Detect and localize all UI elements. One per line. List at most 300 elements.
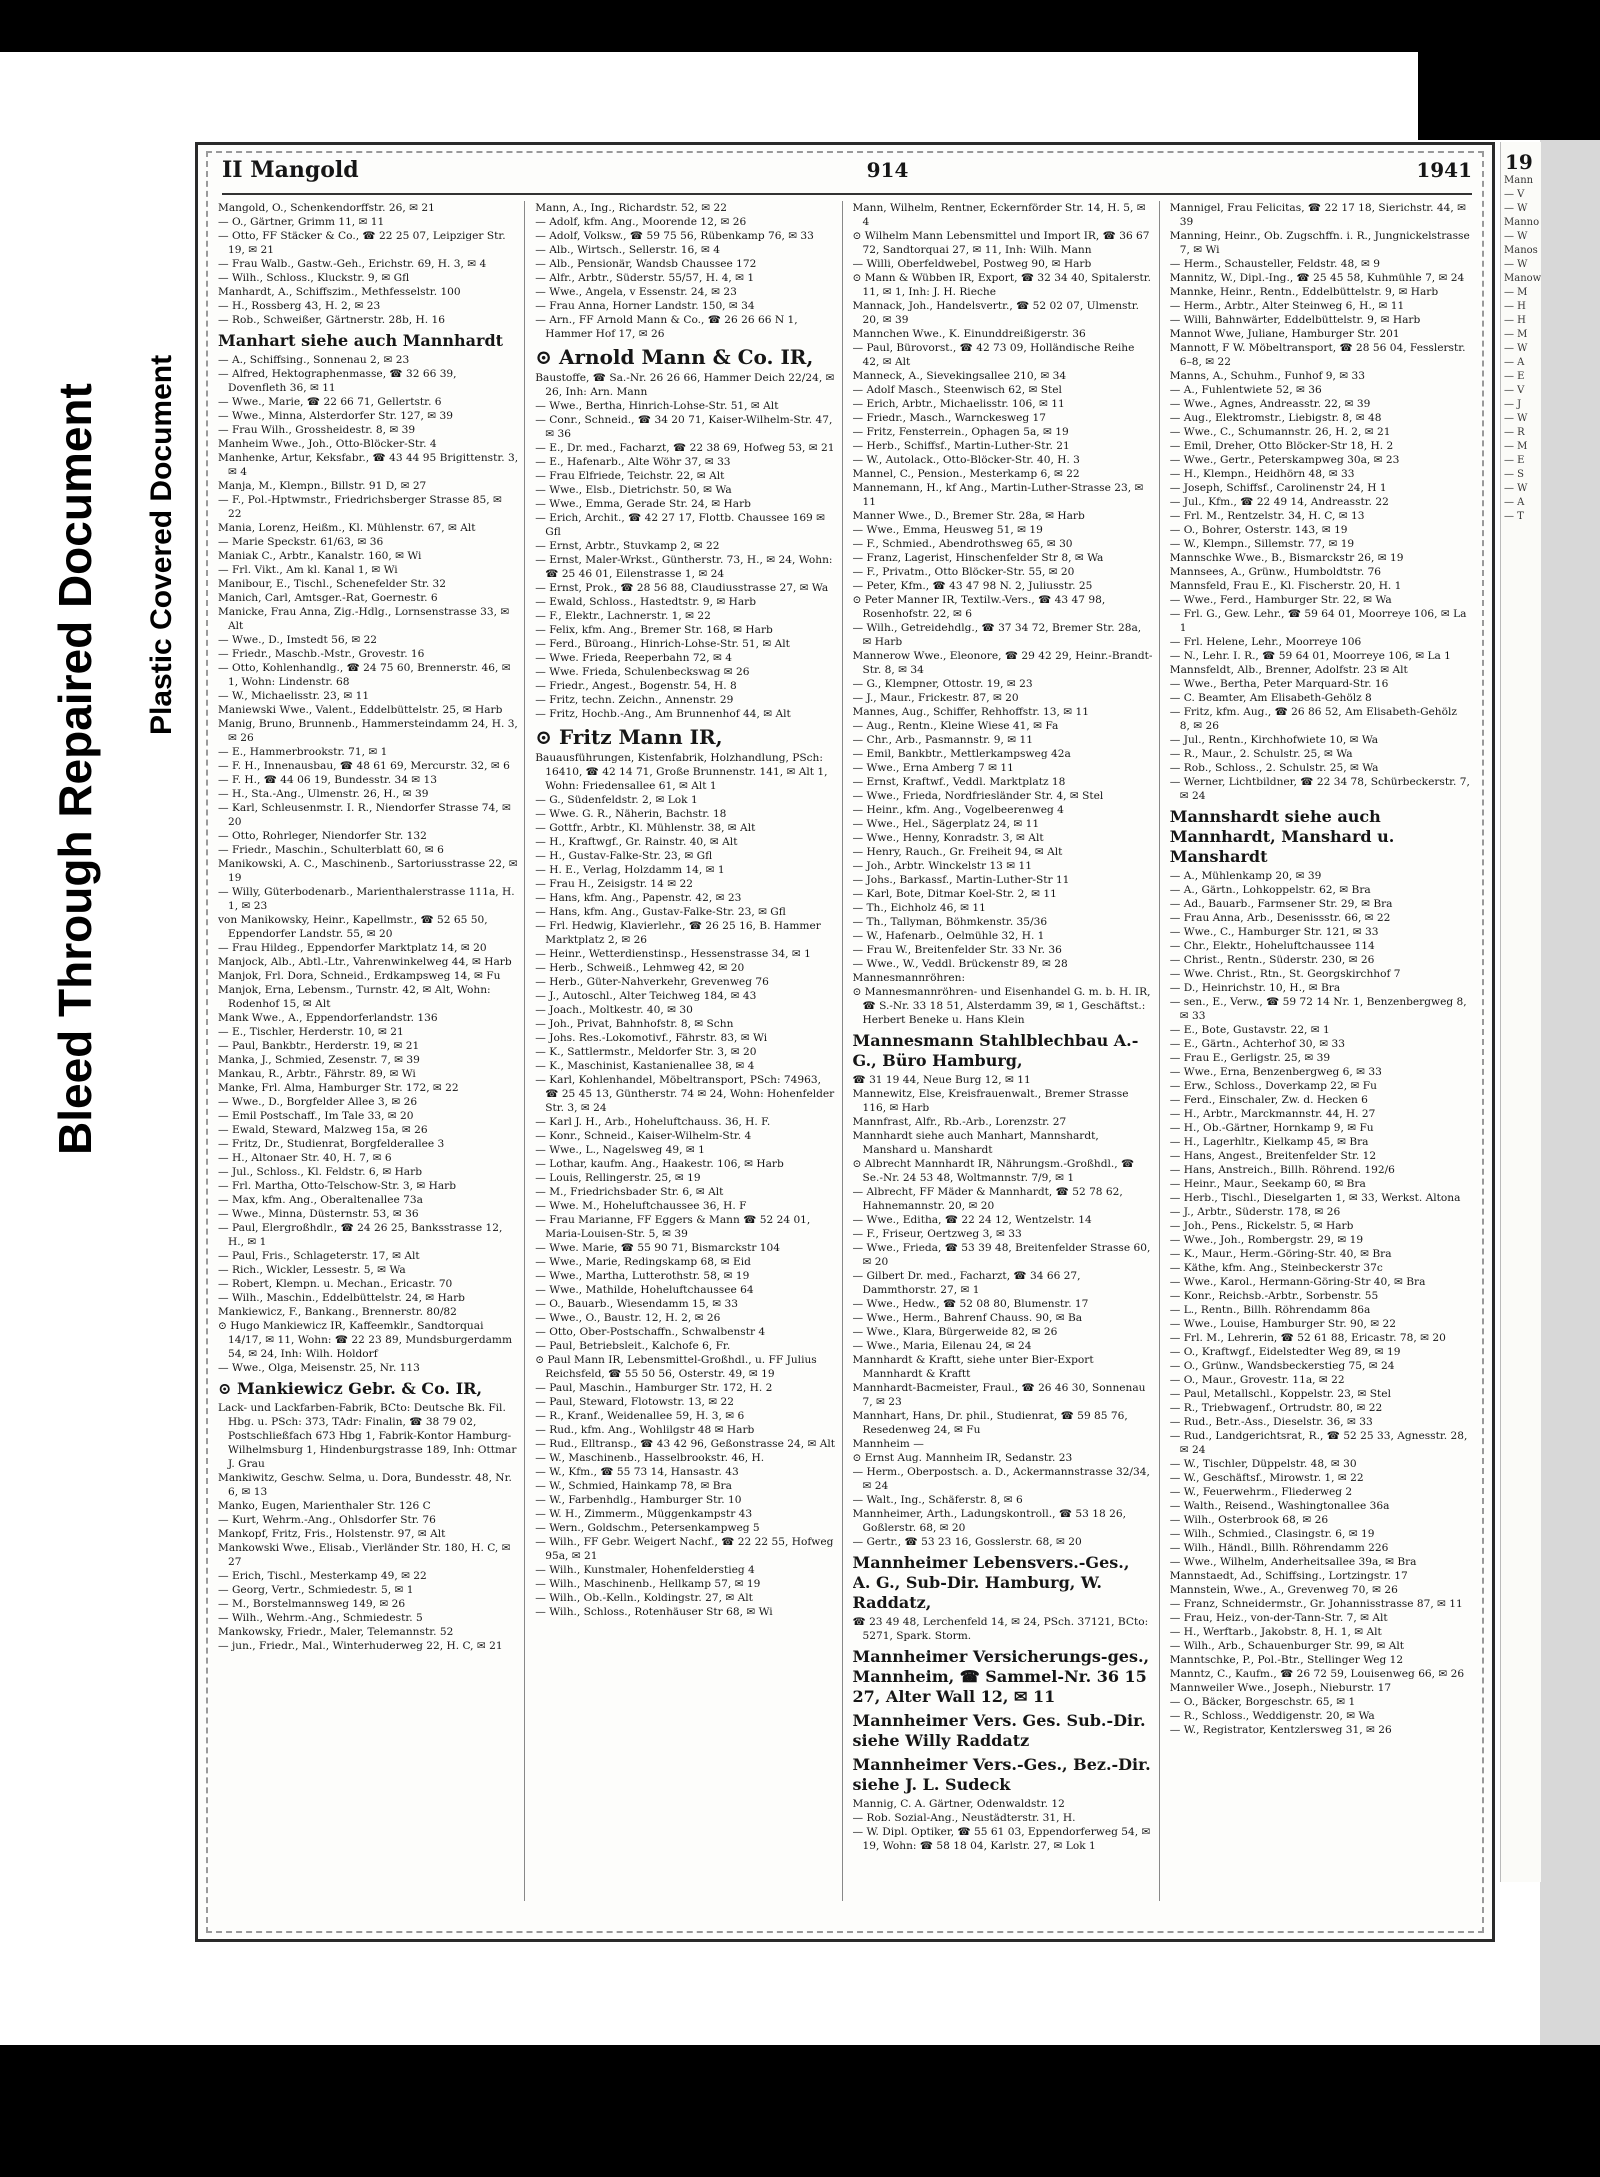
directory-entry: — Wilh., Schmied., Clasingstr. 6, ✉ 19 (1169, 1528, 1375, 1540)
directory-entry: — H. E., Verlag, Holzdamm 14, ✉ 1 (535, 864, 725, 876)
directory-entry: — H., Sta.-Ang., Ulmenstr. 26, H., ✉ 39 (218, 788, 429, 800)
directory-entry: — M., Friedrichsbader Str. 6, ✉ Alt (535, 1186, 724, 1198)
firm-entry: Mannesmann Stahlblechbau A.-G., Büro Hamburg, (852, 1031, 1139, 1070)
directory-entry: — O., Bohrer, Osterstr. 143, ✉ 19 (1169, 524, 1348, 536)
directory-entry: — Ferd., Büroang., Hinrich-Lohse-Str. 51, ✉ Alt (535, 638, 790, 650)
directory-entry: ☎ 31 19 44, Neue Burg 12, ✉ 11 (852, 1074, 1031, 1086)
directory-entry: — Rud., Landgerichtsrat, R., ☎ 52 25 33, Agnesstr. 28, ✉ 24 (1169, 1430, 1468, 1456)
directory-entry: — Wwe., C., Schumannstr. 26, H. 2, ✉ 21 (1169, 426, 1391, 438)
directory-entry: — Wilh., Kunstmaler, Hohenfelderstieg 4 (535, 1564, 755, 1576)
directory-entry: Mankau, R., Arbtr., Fährstr. 89, ✉ Wi (218, 1068, 416, 1080)
directory-entry: ⊙ Paul Mann IR, Lebensmittel-Großhdl., u. FF Julius Reichsfeld, ☎ 55 50 56, Osterstr. 49, ✉ 19 (535, 1354, 817, 1380)
directory-entry: — Frau Walb., Gastw.-Geh., Erichstr. 69, H. 3, ✉ 4 (218, 258, 487, 270)
directory-entry: — F., Friseur, Oertzweg 3, ✉ 33 (852, 1228, 1022, 1240)
directory-entry: — Alfr., Arbtr., Süderstr. 55/57, H. 4, ✉ 1 (535, 272, 755, 284)
directory-entry: — Paul, Elergroßhdlr., ☎ 24 26 25, Banksstrasse 12, H., ✉ 1 (218, 1222, 503, 1248)
directory-entry: — Rob. Sozial-Ang., Neustädterstr. 31, H. (852, 1812, 1076, 1824)
directory-entry: Manka, J., Schmied, Zesenstr. 7, ✉ 39 (218, 1054, 420, 1066)
directory-entry: — Konr., Reichsb.-Arbtr., Sorbenstr. 55 (1169, 1290, 1379, 1302)
directory-entry: — W., Michaelisstr. 23, ✉ 11 (218, 690, 370, 702)
directory-entry: Mannsfeld, Frau E., Kl. Fischerstr. 20, H. 1 (1169, 580, 1402, 592)
directory-entry: — W., Tischler, Düppelstr. 48, ✉ 30 (1169, 1458, 1357, 1470)
directory-entry: — F. H., ☎ 44 06 19, Bundesstr. 34 ✉ 13 (218, 774, 438, 786)
directory-entry: — O., Bauarb., Wiesendamm 15, ✉ 33 (535, 1298, 738, 1310)
directory-entry: Manning, Heinr., Ob. Zugschffn. i. R., Jungnickelstrasse 7, ✉ Wi (1169, 230, 1470, 256)
directory-entry: — Fritz, Dr., Studienrat, Borgfelderallee 3 (218, 1138, 445, 1150)
directory-entry: Baustoffe, ☎ Sa.-Nr. 26 26 66, Hammer Deich 22/24, ✉ 26, Inh: Arn. Mann (535, 372, 835, 398)
directory-entry: — Wwe. G. R., Näherin, Bachstr. 18 (535, 808, 727, 820)
directory-entry: Manig, Bruno, Brunnenb., Hammersteindamm 24, H. 3, ✉ 26 (218, 718, 518, 744)
directory-entry: — Paul, Bürovorst., ☎ 42 73 09, Holländische Reihe 42, ✉ Alt (852, 342, 1135, 368)
directory-entry: Mannes, Aug., Schiffer, Rehhoffstr. 13, ✉ 11 (852, 706, 1090, 718)
directory-entry: — Emil Postschaff., Im Tale 33, ✉ 20 (218, 1110, 414, 1122)
directory-entry: Manko, Eugen, Marienthaler Str. 126 C (218, 1500, 431, 1512)
directory-entry: — Rud., Betr.-Ass., Dieselstr. 36, ✉ 33 (1169, 1416, 1373, 1428)
directory-entry: — Hans, Angest., Breitenfelder Str. 12 (1169, 1150, 1377, 1162)
directory-entry: — Karl J. H., Arb., Hoheluftchauss. 36, H. F. (535, 1116, 771, 1128)
directory-entry: — Gertr., ☎ 53 23 16, Gosslerstr. 68, ✉ 20 (852, 1536, 1082, 1548)
directory-entry: — Walt., Ing., Schäferstr. 8, ✉ 6 (852, 1494, 1023, 1506)
directory-entry: — Wilh., Händl., Billh. Röhrendamm 226 (1169, 1542, 1389, 1554)
directory-entry: — Ewald, Schloss., Hastedtstr. 9, ✉ Harb (535, 596, 756, 608)
directory-entry: — Alb., Wirtsch., Sellerstr. 16, ✉ 4 (535, 244, 721, 256)
column-1 (218, 201, 525, 1901)
directory-entry: — M., Borstelmannsweg 149, ✉ 26 (218, 1598, 406, 1610)
directory-entry: — Erich, Tischl., Mesterkamp 49, ✉ 22 (218, 1570, 427, 1582)
directory-entry: Manhenke, Artur, Keksfabr., ☎ 43 44 95 Brigittenstr. 3, ✉ 4 (218, 452, 519, 478)
directory-entry: — Wwe., Emma, Heusweg 51, ✉ 19 (852, 524, 1043, 536)
directory-entry: — jun., Friedr., Mal., Winterhuderweg 22, H. C, ✉ 21 (218, 1640, 503, 1652)
directory-entry: — F. H., Innenausbau, ☎ 48 61 69, Mercurstr. 32, ✉ 6 (218, 760, 510, 772)
directory-entry: — G., Südenfeldstr. 2, ✉ Lok 1 (535, 794, 698, 806)
directory-entry: — W., Hafenarb., Oelmühle 32, H. 1 (852, 930, 1045, 942)
directory-entry: — Otto, Rohrleger, Niendorfer Str. 132 (218, 830, 427, 842)
directory-entry: Mannschke Wwe., B., Bismarckstr 26, ✉ 19 (1169, 552, 1404, 564)
directory-entry: — Werner, Lichtbildner, ☎ 22 34 78, Schürbeckerstr. 7, ✉ 24 (1169, 776, 1470, 802)
edge-line: — W (1504, 343, 1528, 354)
directory-entry: — Friedr., Maschb.-Mstr., Grovestr. 16 (218, 648, 425, 660)
edge-line: Manno (1504, 217, 1540, 228)
directory-entry: — Johs. Res.-Lokomotivf., Fährstr. 83, ✉ Wi (535, 1032, 768, 1044)
directory-entry: — Willi, Oberfeldwebel, Postweg 90, ✉ Harb (852, 258, 1092, 270)
column-3 (853, 201, 1160, 1901)
directory-entry: Mannhart, Hans, Dr. phil., Studienrat, ☎ 59 85 76, Resedenweg 24, ✉ Fu (852, 1410, 1128, 1436)
page-header (222, 157, 1472, 195)
edge-line: — W (1504, 413, 1528, 424)
directory-entry: — Wwe., Gertr., Peterskampweg 30a, ✉ 23 (1169, 454, 1400, 466)
directory-entry: — Conr., Schneid., ☎ 34 20 71, Kaiser-Wilhelm-Str. 47, ✉ 36 (535, 414, 833, 440)
directory-entry: — Friedr., Masch., Warnckesweg 17 (852, 412, 1046, 424)
directory-entry: — F., Privatm., Otto Blöcker-Str. 55, ✉ 20 (852, 566, 1075, 578)
directory-entry: Mankowsky, Friedr., Maler, Telemannstr. 52 (218, 1626, 454, 1638)
directory-entry: Mania, Lorenz, Heißm., Kl. Mühlenstr. 67, ✉ Alt (218, 522, 476, 534)
directory-entry: — Joh., Arbtr. Winckelstr 13 ✉ 11 (852, 860, 1033, 872)
edge-line: — W (1504, 231, 1528, 242)
directory-entry: — Erich, Archit., ☎ 42 27 17, Flottb. Chaussee 169 ✉ Gfl (535, 512, 826, 538)
directory-entry: — W., Geschäftsf., Mirowstr. 1, ✉ 22 (1169, 1472, 1364, 1484)
directory-entry: — Friedr., Angest., Bogenstr. 54, H. 8 (535, 680, 737, 692)
directory-entry: — Joach., Moltkestr. 40, ✉ 30 (535, 1004, 693, 1016)
directory-entry: — Karl, Kohlenhandel, Möbeltransport, PSch: 74963, ☎ 25 45 13, Güntherstr. 74 ✉ 24, Wohn: Hohenfelder Str. 3, ✉ 24 (535, 1074, 835, 1114)
directory-entry: — Erw., Schloss., Doverkamp 22, ✉ Fu (1169, 1080, 1377, 1092)
directory-entry: — Wwe., Herm., Bahrenf Chauss. 90, ✉ Ba (852, 1312, 1083, 1324)
edge-line: — W (1504, 483, 1528, 494)
directory-entry: Mannerow Wwe., Eleonore, ☎ 29 42 29, Heinr.-Brandt-Str. 8, ✉ 34 (852, 650, 1153, 676)
directory-entry: — Frau Marianne, FF Eggers & Mann ☎ 52 24 01, Maria-Louisen-Str. 5, ✉ 39 (535, 1214, 811, 1240)
directory-entry: — Otto, Kohlenhandlg., ☎ 24 75 60, Brennerstr. 46, ✉ 1, Wohn: Lindenstr. 68 (218, 662, 511, 688)
directory-entry: Mannot Wwe, Juliane, Hamburger Str. 201 (1169, 328, 1400, 340)
directory-entry: — D., Heinrichstr. 10, H., ✉ Bra (1169, 982, 1341, 994)
directory-entry: — F., Pol.-Hptwmstr., Friedrichsberger Strasse 85, ✉ 22 (218, 494, 502, 520)
edge-line: — T (1504, 511, 1524, 522)
directory-entry: — O., Maur., Grovestr. 11a, ✉ 22 (1169, 1374, 1345, 1386)
directory-entry: ⊙ Peter Manner IR, Textilw.-Vers., ☎ 43 47 98, Rosenhofstr. 22, ✉ 6 (852, 594, 1106, 620)
directory-entry: — Frl. Vikt., Am kl. Kanal 1, ✉ Wi (218, 564, 398, 576)
directory-entry: — Arn., FF Arnold Mann & Co., ☎ 26 26 66 N 1, Hammer Hof 17, ✉ 26 (535, 314, 798, 340)
directory-entry: Manjock, Alb., Abtl.-Ltr., Vahrenwinkelweg 44, ✉ Harb (218, 956, 512, 968)
directory-entry: — J., Maur., Frickestr. 87, ✉ 20 (852, 692, 1019, 704)
directory-page (195, 142, 1495, 1942)
edge-line: — V (1504, 189, 1525, 200)
edge-line: — J (1504, 399, 1522, 410)
directory-entry: — Frau Anna, Arb., Desenissstr. 66, ✉ 22 (1169, 912, 1391, 924)
directory-entry: — K., Maur., Herm.-Göring-Str. 40, ✉ Bra (1169, 1248, 1392, 1260)
firm-entry: Mannheimer Versicherungs-ges., Mannheim, ☎ Sammel-Nr. 36 15 27, Alter Wall 12, ✉ 11 (852, 1647, 1150, 1706)
directory-entry: — Ad., Bauarb., Farmsener Str. 29, ✉ Bra (1169, 898, 1393, 910)
directory-entry: — O., Gärtner, Grimm 11, ✉ 11 (218, 216, 385, 228)
edge-line: Manow (1504, 273, 1541, 284)
firm-entry: Manhart siehe auch Mannhardt (218, 331, 504, 350)
directory-entry: — Ernst, Kraftwf., Veddl. Marktplatz 18 (852, 776, 1066, 788)
directory-entry: — H., Kraftwgf., Gr. Rainstr. 40, ✉ Alt (535, 836, 738, 848)
directory-entry: — Jul., Schloss., Kl. Feldstr. 6, ✉ Harb (218, 1166, 422, 1178)
directory-entry: Mannstein, Wwe., A., Grevenweg 70, ✉ 26 (1169, 1584, 1398, 1596)
directory-entry: — Wwe., Angela, v Essenstr. 24, ✉ 23 (535, 286, 737, 298)
directory-entry: — Henry, Rauch., Gr. Freiheit 94, ✉ Alt (852, 846, 1063, 858)
directory-entry: — J., Arbtr., Süderstr. 178, ✉ 26 (1169, 1206, 1341, 1218)
directory-entry: — W. H., Zimmerm., Müggenkampstr 43 (535, 1508, 753, 1520)
directory-entry: — H., Gustav-Falke-Str. 23, ✉ Gfl (535, 850, 713, 862)
directory-entry: — Adolf, Volksw., ☎ 59 75 56, Rübenkamp 76, ✉ 33 (535, 230, 814, 242)
directory-entry: — Franz, Schneidermstr., Gr. Johannisstrasse 87, ✉ 11 (1169, 1598, 1463, 1610)
directory-entry: — Herb., Güter-Nahverkehr, Grevenweg 76 (535, 976, 769, 988)
directory-entry: — W. Dipl. Optiker, ☎ 55 61 03, Eppendorferweg 54, ✉ 19, Wohn: ☎ 58 18 04, Karlstr. 27, ✉ Lok 1 (852, 1826, 1151, 1852)
directory-entry: — H., Klempn., Heidhörn 48, ✉ 33 (1169, 468, 1355, 480)
directory-entry: — F., Schmied., Abendrothsweg 65, ✉ 30 (852, 538, 1073, 550)
directory-entry: Maniewski Wwe., Valent., Eddelbüttelstr. 25, ✉ Harb (218, 704, 503, 716)
directory-entry: — Wwe., D., Imstedt 56, ✉ 22 (218, 634, 378, 646)
directory-entry: — Wilh., Ob.-Kelln., Koldingstr. 27, ✉ Alt (535, 1592, 753, 1604)
directory-entry: — Emil, Bankbtr., Mettlerkampsweg 42a (852, 748, 1071, 760)
directory-entry: — Frl. Hedwig, Klavierlehr., ☎ 26 25 16, B. Hammer Marktplatz 2, ✉ 26 (535, 920, 821, 946)
directory-entry: — Konr., Schneid., Kaiser-Wilhelm-Str. 4 (535, 1130, 752, 1142)
directory-entry: — A., Gärtn., Lohkoppelstr. 62, ✉ Bra (1169, 884, 1371, 896)
directory-entry: — Aug., Rentn., Kleine Wiese 41, ✉ Fa (852, 720, 1059, 732)
directory-entry: von Manikowsky, Heinr., Kapellmstr., ☎ 52 65 50, Eppendorfer Landstr. 55, ✉ 20 (218, 914, 488, 940)
directory-entry: — Frau Wilh., Grossheidestr. 8, ✉ 39 (218, 424, 416, 436)
directory-entry: — E., Dr. med., Facharzt, ☎ 22 38 69, Hofweg 53, ✉ 21 (535, 442, 835, 454)
directory-entry: Mannsfeldt, Alb., Brenner, Adolfstr. 23 ✉ Alt (1169, 664, 1408, 676)
directory-entry: — O., Kraftwgf., Eidelstedter Weg 89, ✉ 19 (1169, 1346, 1401, 1358)
directory-entry: — Wwe. Frieda, Reeperbahn 72, ✉ 4 (535, 652, 733, 664)
directory-entry: — Wwe., Joh., Rombergstr. 29, ✉ 19 (1169, 1234, 1364, 1246)
directory-entry: Mankopf, Fritz, Fris., Holstenstr. 97, ✉ Alt (218, 1528, 446, 1540)
directory-entry: — W., Klempn., Sillemstr. 77, ✉ 19 (1169, 538, 1355, 550)
directory-entry: — W., Schmied, Hainkamp 78, ✉ Bra (535, 1480, 732, 1492)
directory-entry: — Gilbert Dr. med., Facharzt, ☎ 34 66 27, Dammthorstr. 27, ✉ 1 (852, 1270, 1081, 1296)
directory-entry: — Ewald, Steward, Malzweg 15a, ✉ 26 (218, 1124, 428, 1136)
directory-entry: Manjok, Frl. Dora, Schneid., Erdkampsweg 14, ✉ Fu (218, 970, 501, 982)
directory-entry: — Wilh., Schloss., Kluckstr. 9, ✉ Gfl (218, 272, 410, 284)
directory-entry: — W., Farbenhdlg., Hamburger Str. 10 (535, 1494, 742, 1506)
directory-entry: — Frl. Martha, Otto-Telschow-Str. 3, ✉ Harb (218, 1180, 457, 1192)
edge-line: — H (1504, 301, 1526, 312)
directory-entry: — Paul, Maschin., Hamburger Str. 172, H. 2 (535, 1382, 773, 1394)
directory-entry: — Willi, Bahnwärter, Eddelbüttelstr. 9, ✉ Harb (1169, 314, 1421, 326)
scan-border-top (0, 0, 1600, 52)
directory-entry: ⊙ Hugo Mankiewicz IR, Kaffeemklr., Sandtorquai 14/17, ✉ 11, Wohn: ☎ 22 23 89, Mundsburgerdamm 54, ✉ 24, Inh: Wilh. Holdorf (218, 1320, 513, 1360)
directory-entry: — Frau Anna, Horner Landstr. 150, ✉ 34 (535, 300, 755, 312)
directory-entry: — Paul, Fris., Schlageterstr. 17, ✉ Alt (218, 1250, 420, 1262)
directory-entry: — Alfred, Hektographenmasse, ☎ 32 66 39, Dovenfleth 36, ✉ 11 (218, 368, 457, 394)
directory-entry: Manns, A., Schuhm., Funhof 9, ✉ 33 (1169, 370, 1365, 382)
directory-entry: — Wwe., Frieda, ☎ 53 39 48, Breitenfelder Strasse 60, ✉ 20 (852, 1242, 1151, 1268)
directory-entry: — Paul, Betriebsleit., Kalchofe 6, Fr. (535, 1340, 731, 1352)
directory-entry: — Herb., Tischl., Dieselgarten 1, ✉ 33, Werkst. Altona (1169, 1192, 1461, 1204)
edge-line: — M (1504, 287, 1528, 298)
directory-entry: — Frau Elfriede, Teichstr. 22, ✉ Alt (535, 470, 725, 482)
directory-entry: — H., Lagerhltr., Kielkamp 45, ✉ Bra (1169, 1136, 1369, 1148)
directory-entry: — Joh., Privat, Bahnhofstr. 8, ✉ Schn (535, 1018, 734, 1030)
directory-entry: — Aug., Elektromstr., Liebigstr. 8, ✉ 48 (1169, 412, 1382, 424)
directory-entry: — Wwe., Ferd., Hamburger Str. 22, ✉ Wa (1169, 594, 1392, 606)
directory-entry: — W., Autolack., Otto-Blöcker-Str. 40, H. 3 (852, 454, 1080, 466)
directory-entry: Manicke, Frau Anna, Zig.-Hdlg., Lornsenstrasse 33, ✉ Alt (218, 606, 510, 632)
directory-entry: — Robert, Klempn. u. Mechan., Ericastr. 70 (218, 1278, 453, 1290)
directory-entry: Mannesmannröhren: (852, 972, 966, 984)
directory-entry: — Rich., Wickler, Lessestr. 5, ✉ Wa (218, 1264, 406, 1276)
directory-entry: Mannemann, H., kf Ang., Martin-Luther-Strasse 23, ✉ 11 (852, 482, 1144, 508)
edge-line: — V (1504, 385, 1525, 396)
directory-entry: — Paul, Bankbtr., Herderstr. 19, ✉ 21 (218, 1040, 420, 1052)
directory-entry: Mannhardt-Bacmeister, Fraul., ☎ 26 46 30, Sonnenau 7, ✉ 23 (852, 1382, 1146, 1408)
directory-entry: ⊙ Albrecht Mannhardt IR, Nährungsm.-Großhdl., ☎ Se.-Nr. 24 53 48, Woltmannstr. 7/9, ✉ 1 (852, 1158, 1135, 1184)
directory-entry: — Jul., Rentn., Kirchhofwiete 10, ✉ Wa (1169, 734, 1379, 746)
directory-entry: — R., Schloss., Weddigenstr. 20, ✉ Wa (1169, 1710, 1375, 1722)
directory-entry: — Wern., Goldschm., Petersenkampweg 5 (535, 1522, 760, 1534)
directory-entry: Mangold, O., Schenkendorffstr. 26, ✉ 21 (218, 202, 435, 214)
directory-entry: — A., Fuhlentwiete 52, ✉ 36 (1169, 384, 1322, 396)
directory-entry: — Th., Eichholz 46, ✉ 11 (852, 902, 986, 914)
directory-entry: — Wwe. Christ., Rtn., St. Georgskirchhof 7 (1169, 968, 1401, 980)
directory-entry: — E., Gärtn., Achterhof 30, ✉ 33 (1169, 1038, 1345, 1050)
directory-entry: — Karl, Schleusenmstr. I. R., Niendorfer Strasse 74, ✉ 20 (218, 802, 511, 828)
directory-entry: — H., Arbtr., Marckmannstr. 44, H. 27 (1169, 1108, 1376, 1120)
directory-entry: — Fritz, Fensterrein., Ophagen 5a, ✉ 19 (852, 426, 1069, 438)
directory-entry: — Herb., Schiffsf., Martin-Luther-Str. 21 (852, 440, 1070, 452)
directory-entry: — E., Hafenarb., Alte Wöhr 37, ✉ 33 (535, 456, 731, 468)
directory-entry: Manner Wwe., D., Bremer Str. 28a, ✉ Harb (852, 510, 1085, 522)
edge-line: — S (1504, 469, 1525, 480)
directory-entry: — F., Elektr., Lachnerstr. 1, ✉ 22 (535, 610, 711, 622)
directory-entry: — J., Autoschl., Alter Teichweg 184, ✉ 43 (535, 990, 757, 1002)
directory-entry: — Fritz, kfm. Aug., ☎ 26 86 52, Am Elisabeth-Gehölz 8, ✉ 26 (1169, 706, 1457, 732)
directory-entry: — R., Kranf., Weidenallee 59, H. 3, ✉ 6 (535, 1410, 745, 1422)
directory-entry: Mannott, F W. Möbeltransport, ☎ 28 56 04, Fesslerstr. 6–8, ✉ 22 (1169, 342, 1466, 368)
directory-entry: Mannig, C. A. Gärtner, Odenwaldstr. 12 (852, 1798, 1065, 1810)
directory-entry: — Wilh., Getreidehdlg., ☎ 37 34 72, Bremer Str. 28a, ✉ Harb (852, 622, 1142, 648)
directory-entry: — Wwe., Olga, Meisenstr. 25, Nr. 113 (218, 1362, 420, 1374)
directory-entry: — O., Grünw., Wandsbeckerstieg 75, ✉ 24 (1169, 1360, 1395, 1372)
directory-entry: — Paul, Steward, Flotowstr. 13, ✉ 22 (535, 1396, 734, 1408)
directory-entry: — Christ., Rentn., Süderstr. 230, ✉ 26 (1169, 954, 1375, 966)
directory-entry: — Rud., Elltransp., ☎ 43 42 96, Geßonstrasse 24, ✉ Alt (535, 1438, 836, 1450)
directory-entry: Mannstaedt, Ad., Schiffsing., Lortzingstr. 17 (1169, 1570, 1408, 1582)
directory-entry: — Wwe., Martha, Lutterothstr. 58, ✉ 19 (535, 1270, 750, 1282)
directory-entry: — Wilh., Maschin., Eddelbüttelstr. 24, ✉ Harb (218, 1292, 465, 1304)
directory-entry: Mank Wwe., A., Eppendorferlandstr. 136 (218, 1012, 438, 1024)
directory-entry: — K., Maschinist, Kastanienallee 38, ✉ 4 (535, 1060, 755, 1072)
directory-entry: — Rob., Schweißer, Gärtnerstr. 28b, H. 16 (218, 314, 445, 326)
directory-entry: Manke, Frl. Alma, Hamburger Str. 172, ✉ 22 (218, 1082, 459, 1094)
directory-entry: — K., Sattlermstr., Meldorfer Str. 3, ✉ 20 (535, 1046, 757, 1058)
directory-entry: — Wwe., C., Hamburger Str. 121, ✉ 33 (1169, 926, 1379, 938)
edge-line: — R (1504, 427, 1525, 438)
directory-entry: — Herm., Schausteller, Feldstr. 48, ✉ 9 (1169, 258, 1380, 270)
directory-entry: — Johs., Barkassf., Martin-Luther-Str 11 (852, 874, 1070, 886)
directory-entry: — Wilh., Schloss., Rotenhäuser Str 68, ✉ Wi (535, 1606, 773, 1618)
directory-entry: — Herm., Arbtr., Alter Steinweg 6, H., ✉ 11 (1169, 300, 1405, 312)
directory-entry: — L., Rentn., Billh. Röhrendamm 86a (1169, 1304, 1371, 1316)
directory-entry: Mankiwitz, Geschw. Selma, u. Dora, Bundesstr. 48, Nr. 6, ✉ 13 (218, 1472, 512, 1498)
directory-entry: — Wilh., Osterbrook 68, ✉ 26 (1169, 1514, 1329, 1526)
directory-entry: — Albrecht, FF Mäder & Mannhardt, ☎ 52 78 62, Hahnemannstr. 20, ✉ 20 (852, 1186, 1123, 1212)
directory-entry: — Heinr., kfm. Ang., Vogelbeerenweg 4 (852, 804, 1064, 816)
directory-entry: Manja, M., Klempn., Billstr. 91 D, ✉ 27 (218, 480, 427, 492)
directory-entry: — Emil, Dreher, Otto Blöcker-Str 18, H. 2 (1169, 440, 1394, 452)
directory-entry: — Ernst, Arbtr., Stuvkamp 2, ✉ 22 (535, 540, 720, 552)
directory-entry: Manhardt, A., Schiffszim., Methfesselstr. 100 (218, 286, 461, 298)
page-number: 914 (866, 158, 909, 182)
directory-entry: Lack- und Lackfarben-Fabrik, BCto: Deutsche Bk. Fil. Hbg. u. PSch: 373, TAdr: Finalin, ☎ 38 79 02, Postschließfach 673 Hbg 1, Fabrik-Kontor Hamburg-Wilhelmsburg 1, Hindenburgstrasse 189, Inh: Ottmar J. Grau (218, 1402, 517, 1470)
directory-entry: — G., Klempner, Ottostr. 19, ✉ 23 (852, 678, 1033, 690)
directory-entry: — Wwe., Marie, Redingskamp 68, ✉ Eid (535, 1256, 751, 1268)
edge-line: — W (1504, 203, 1528, 214)
edge-line: Mann (1504, 175, 1534, 186)
directory-entry: — O., Bäcker, Borgeschstr. 65, ✉ 1 (1169, 1696, 1356, 1708)
directory-entry: — Frau H., Zeisigstr. 14 ✉ 22 (535, 878, 693, 890)
directory-entry: — Wwe., Erna, Benzenbergweg 6, ✉ 33 (1169, 1066, 1382, 1078)
directory-entry: — Wwe., D., Borgfelder Allee 3, ✉ 26 (218, 1096, 418, 1108)
edge-line: — E (1504, 371, 1525, 382)
directory-entry: — Wilh., Arb., Schauenburger Str. 99, ✉ Alt (1169, 1640, 1405, 1652)
directory-entry: — Wwe., Maria, Eilenau 24, ✉ 24 (852, 1340, 1032, 1352)
firm-entry: Mannheimer Vers. Ges. Sub.-Dir. siehe Willy Raddatz (852, 1711, 1146, 1750)
directory-entry: Mannheimer, Arth., Ladungskontroll., ☎ 53 18 26, Goßlerstr. 68, ✉ 20 (852, 1508, 1126, 1534)
edge-line: Manos (1504, 245, 1538, 256)
directory-entry: — W., Feuerwehrm., Fliederweg 2 (1169, 1486, 1353, 1498)
edge-line: — W (1504, 259, 1528, 270)
directory-entry: — Wwe., Hel., Sägerplatz 24, ✉ 11 (852, 818, 1040, 830)
directory-entry: — H., Rossberg 43, H. 2, ✉ 23 (218, 300, 381, 312)
directory-entry: — Joh., Pens., Rickelstr. 5, ✉ Harb (1169, 1220, 1354, 1232)
edge-line: — M (1504, 329, 1528, 340)
directory-entry: Manibour, E., Tischl., Schenefelder Str. 32 (218, 578, 447, 590)
plastic-covered-label: Plastic Covered Document (145, 354, 178, 735)
directory-entry: — Wwe. Frieda, Schulenbeckswag ✉ 26 (535, 666, 750, 678)
directory-entry: — Wwe. Marie, ☎ 55 90 71, Bismarckstr 104 (535, 1242, 780, 1254)
directory-entry: — Frl. Helene, Lehr., Moorreye 106 (1169, 636, 1362, 648)
page-bottom-margin (195, 1945, 1495, 2040)
directory-entry: — Wilh., Maschinenb., Hellkamp 57, ✉ 19 (535, 1578, 761, 1590)
directory-entry: Mannsees, A., Grünw., Humboldtstr. 76 (1169, 566, 1382, 578)
directory-entry: — H., Ob.-Gärtner, Hornkamp 9, ✉ Fu (1169, 1122, 1374, 1134)
directory-entry: — Ferd., Einschaler, Zw. d. Hecken 6 (1169, 1094, 1368, 1106)
directory-entry: Mannel, C., Pension., Mesterkamp 6, ✉ 22 (852, 468, 1080, 480)
directory-entry: — Marie Speckstr. 61/63, ✉ 36 (218, 536, 384, 548)
directory-entry: — Th., Tallyman, Böhmkenstr. 35/36 (852, 916, 1048, 928)
directory-entry: — Käthe, kfm. Ang., Steinbeckerstr 37c (1169, 1262, 1383, 1274)
directory-entry: Bauausführungen, Kistenfabrik, Holzhandlung, PSch: 16410, ☎ 42 14 71, Große Brunnenstr. 141, ✉ Alt 1, Wohn: Friedensallee 61, ✉ Alt 1 (535, 752, 828, 792)
directory-entry: — Louis, Rellingerstr. 25, ✉ 19 (535, 1172, 701, 1184)
directory-entry: Mannack, Joh., Handelsvertr., ☎ 52 02 07, Ulmenstr. 20, ✉ 39 (852, 300, 1139, 326)
directory-entry: — Friedr., Maschin., Schulterblatt 60, ✉ 6 (218, 844, 444, 856)
directory-entry: Mann, A., Ing., Richardstr. 52, ✉ 22 (535, 202, 727, 214)
scan-right-margin (1540, 140, 1600, 2045)
directory-entry: — Wwe., O., Baustr. 12, H. 2, ✉ 26 (535, 1312, 721, 1324)
directory-entry: — Wwe., Hedw., ☎ 52 08 80, Blumenstr. 17 (852, 1298, 1089, 1310)
section-word: Mangold (250, 157, 359, 183)
directory-entry: — Otto, Ober-Postschaffn., Schwalbenstr 4 (535, 1326, 766, 1338)
directory-entry: — Chr., Elektr., Hoheluftchaussee 114 (1169, 940, 1375, 952)
directory-entry: Manjok, Erna, Lebensm., Turnstr. 42, ✉ Alt, Wohn: Rodenhof 15, ✉ Alt (218, 984, 491, 1010)
directory-entry: — Wwe., Wilhelm, Anderheitsallee 39a, ✉ Bra (1169, 1556, 1417, 1568)
directory-entry: — Wwe., Louise, Hamburger Str. 90, ✉ 22 (1169, 1318, 1396, 1330)
directory-entry: — A., Mühlenkamp 20, ✉ 39 (1169, 870, 1322, 882)
directory-entry: Maniak C., Arbtr., Kanalstr. 160, ✉ Wi (218, 550, 422, 562)
directory-entry: ⊙ Mannesmannröhren- und Eisenhandel G. m. b. H. IR, ☎ S.-Nr. 33 18 51, Alsterdamm 39, ✉ 1, Geschäftst.: Herbert Beneke u. Hans Klein (852, 986, 1151, 1026)
directory-entry: Manich, Carl, Amtsger.-Rat, Goernestr. 6 (218, 592, 438, 604)
firm-entry: ⊙ Mankiewicz Gebr. & Co. IR, (218, 1379, 483, 1398)
directory-entry: — Wwe. M., Hoheluftchaussee 36, H. F (535, 1200, 747, 1212)
directory-entry: Manntschke, P., Pol.-Btr., Stellinger Weg 12 (1169, 1654, 1404, 1666)
directory-entry: Mannke, Heinr., Rentn., Eddelbüttelstr. 9, ✉ Harb (1169, 286, 1439, 298)
next-page-lines (1501, 174, 1541, 524)
edge-line: — M (1504, 441, 1528, 452)
directory-entry: — Willy, Güterbodenarb., Marienthalerstrasse 111a, H. 1, ✉ 23 (218, 886, 515, 912)
directory-entry: Mannitz, W., Dipl.-Ing., ☎ 25 45 58, Kuhmühle 7, ✉ 24 (1169, 272, 1465, 284)
directory-entry: Manikowski, A. C., Maschinenb., Sartoriusstrasse 22, ✉ 19 (218, 858, 518, 884)
directory-entry: — Paul, Metallschl., Koppelstr. 23, ✉ Stel (1169, 1388, 1391, 1400)
directory-entry: — W., Registrator, Kentzlersweg 31, ✉ 26 (1169, 1724, 1392, 1736)
running-head (222, 157, 359, 183)
directory-entry: — Wwe., Bertha, Hinrich-Lohse-Str. 51, ✉ Alt (535, 400, 779, 412)
firm-entry: ⊙ Fritz Mann IR, (535, 725, 723, 749)
directory-entry: Mannhardt siehe auch Manhart, Mannshardt, Manshard u. Manshardt (852, 1130, 1099, 1156)
directory-entry: — Wwe., Minna, Alsterdorfer Str. 127, ✉ 39 (218, 410, 453, 422)
directory-entry: — Wwe., Henny, Konradstr. 3, ✉ Alt (852, 832, 1044, 844)
directory-entry: — Frl. M., Lehrerin, ☎ 52 61 88, Ericastr. 78, ✉ 20 (1169, 1332, 1446, 1344)
directory-entry: — Wwe., Erna Amberg 7 ✉ 11 (852, 762, 1014, 774)
directory-entry: ⊙ Ernst Aug. Mannheim IR, Sedanstr. 23 (852, 1452, 1073, 1464)
directory-entry: — Wwe., L., Nagelsweg 49, ✉ 1 (535, 1144, 705, 1156)
directory-entry: — Peter, Kfm., ☎ 43 47 98 N. 2, Juliusstr. 25 (852, 580, 1093, 592)
directory-entry: Mannweiler Wwe., Joseph., Nieburstr. 17 (1169, 1682, 1392, 1694)
directory-entry: — W., Maschinenb., Hasselbrookstr. 46, H. (535, 1452, 765, 1464)
directory-entry: Manneck, A., Sievekingsallee 210, ✉ 34 (852, 370, 1067, 382)
directory-entry: — Ernst, Prok., ☎ 28 56 88, Claudiusstrasse 27, ✉ Wa (535, 582, 829, 594)
directory-entry: — Hans, kfm. Ang., Gustav-Falke-Str. 23, ✉ Gfl (535, 906, 786, 918)
